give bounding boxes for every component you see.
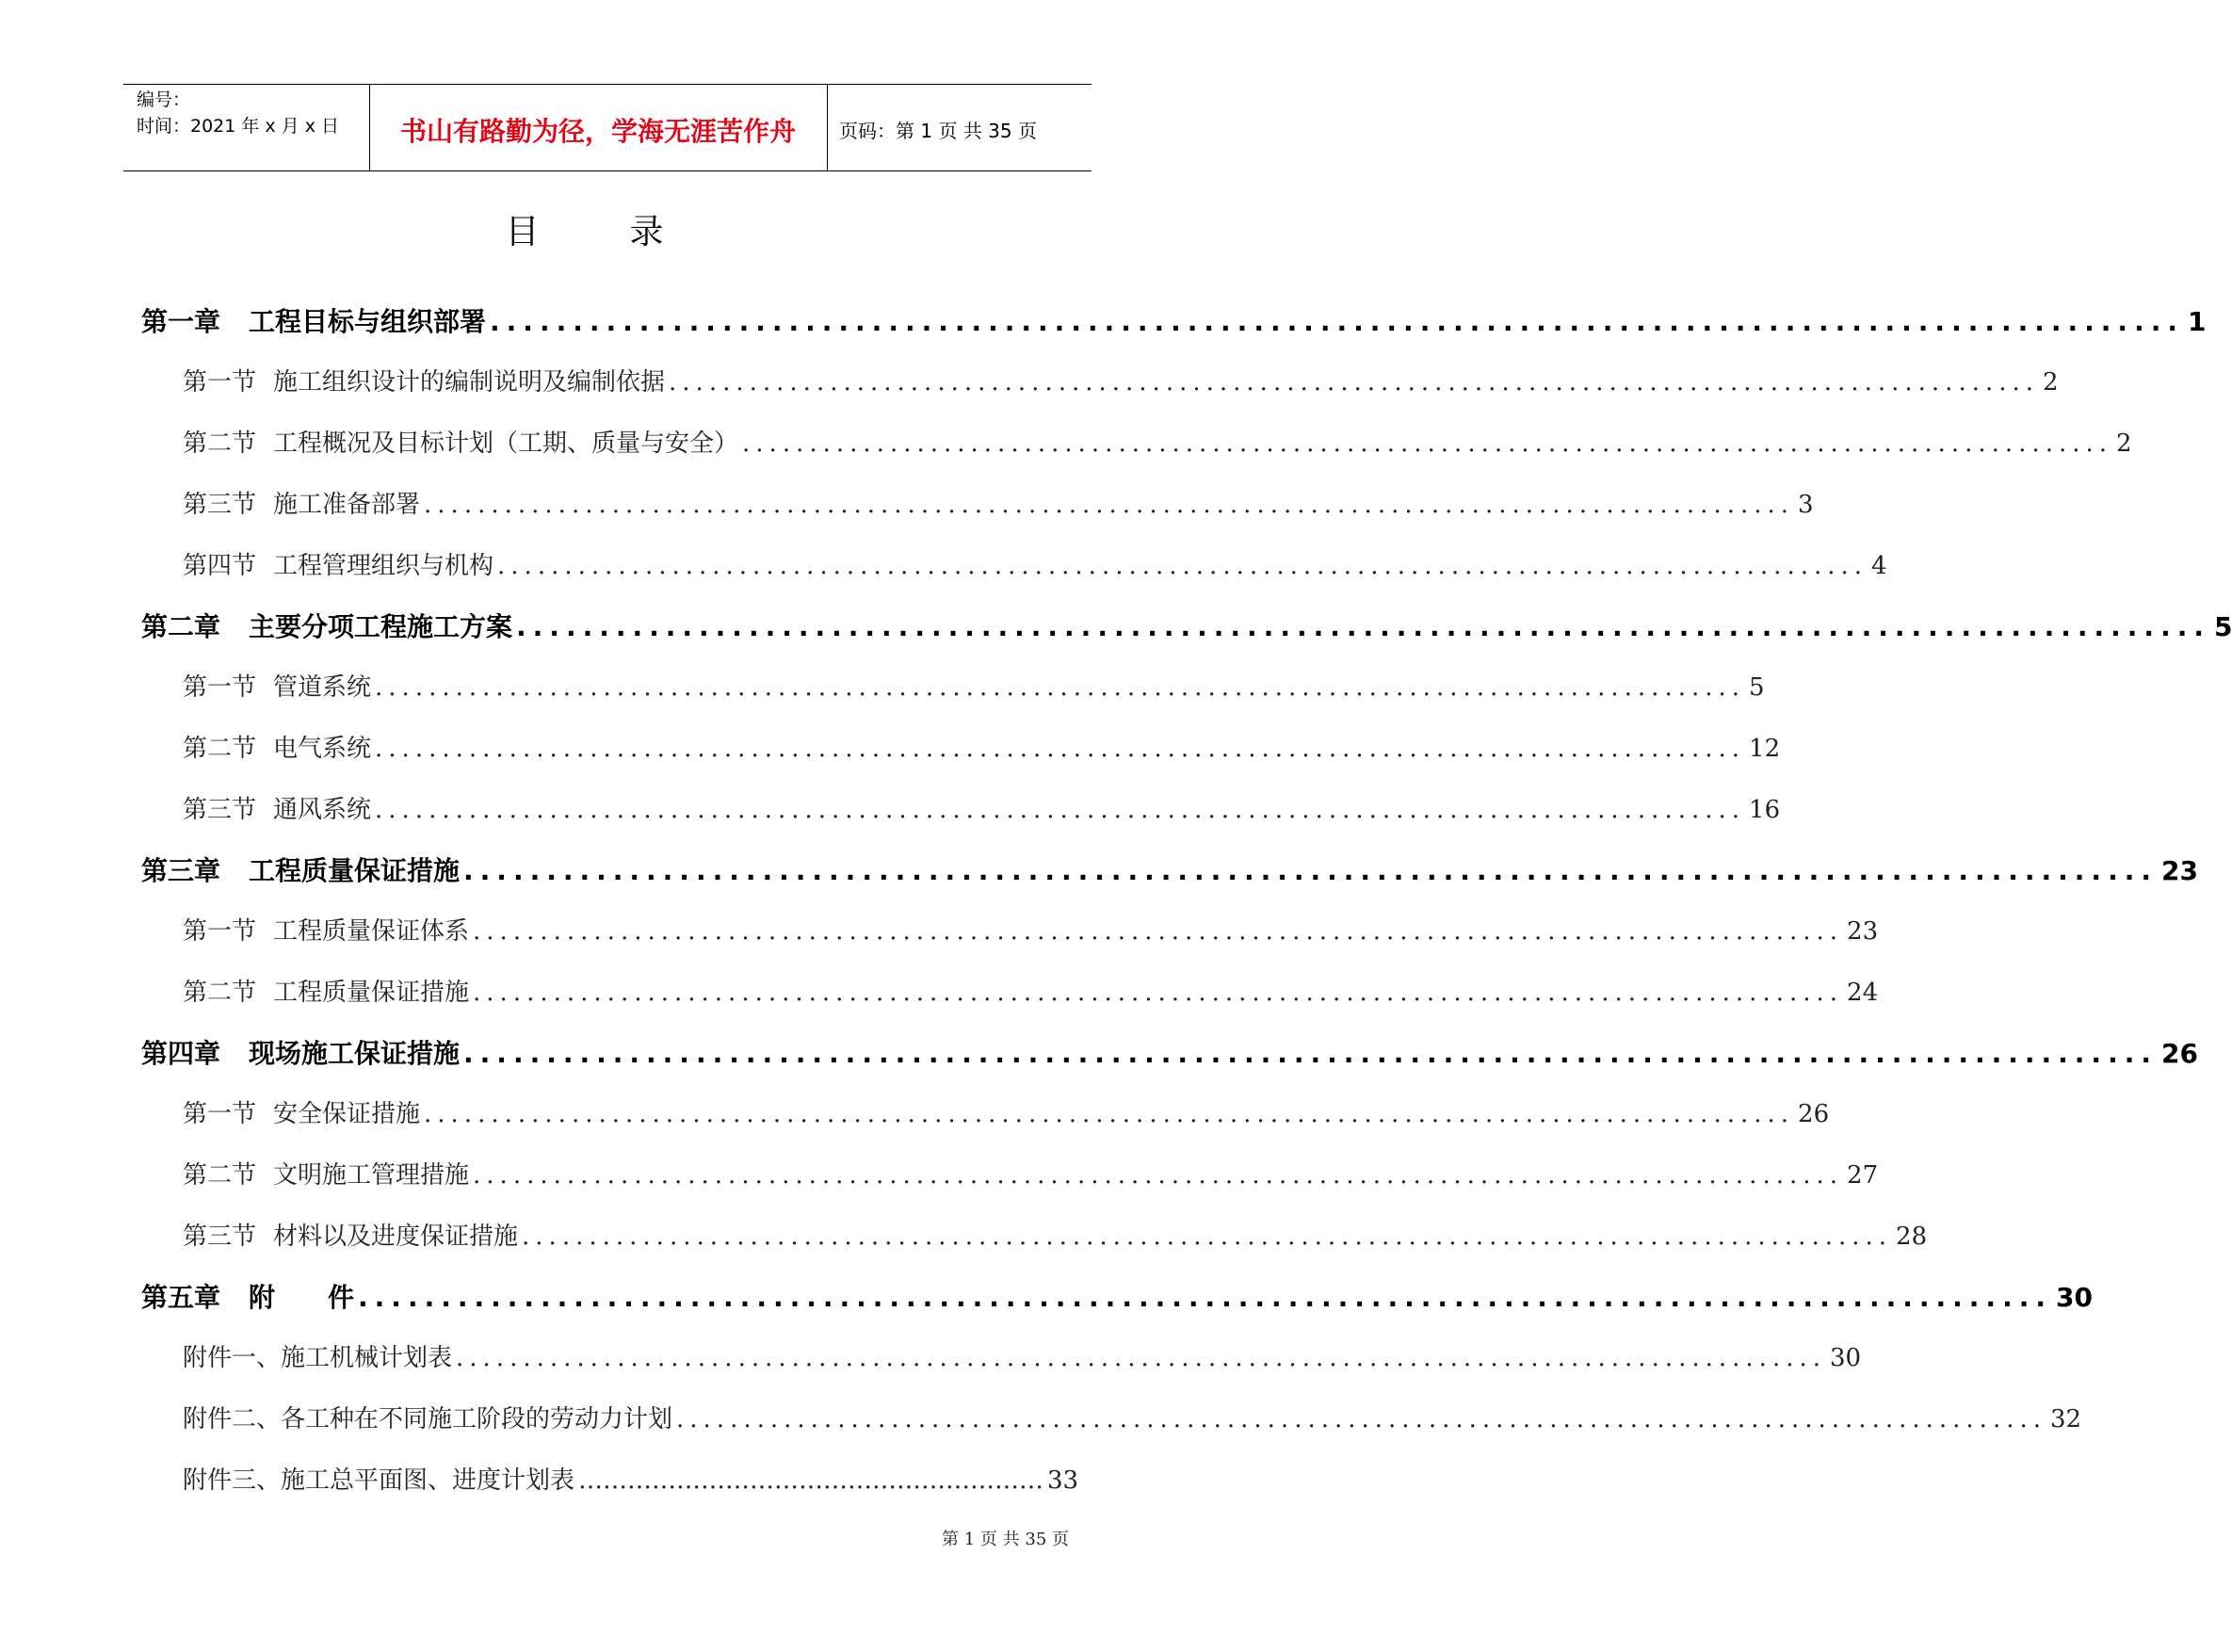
toc-entry-number: 第一节: [183, 673, 257, 702]
toc-entry-number: 第四章: [141, 1038, 221, 1069]
toc-entry-page: 16: [1749, 796, 1781, 824]
toc-appendix-entry[interactable]: [183, 1400, 2082, 1437]
toc-appendix-entry[interactable]: [183, 1461, 1079, 1498]
toc-entry-page: 5: [1749, 673, 1765, 702]
toc-entry-page: 23: [2160, 855, 2198, 886]
toc-entry-number: 第二节: [183, 1161, 257, 1190]
toc-entry-title: 文明施工管理措施: [273, 1161, 470, 1190]
toc-dot-leader: ......................................................................................................: [375, 735, 1746, 763]
toc-entry-title: 附件三、施工总平面图、进度计划表: [183, 1466, 575, 1495]
toc-appendix-entry[interactable]: [183, 1338, 1862, 1376]
toc-dot-leader: ......................................................................................................: [375, 796, 1746, 824]
toc-dot-leader: ......................................................................................................: [463, 1038, 2158, 1069]
toc-entry-title: 主要分项工程施工方案: [249, 611, 513, 642]
toc-entry-page: 3: [1798, 491, 1814, 519]
toc-title: 目录: [505, 213, 754, 251]
toc-entry-title: 工程质量保证体系: [273, 917, 470, 946]
toc-entry-page: 32: [2050, 1405, 2082, 1433]
toc-dot-leader: ......................................................................................................: [463, 855, 2158, 886]
toc-entry-page: 28: [1896, 1223, 1928, 1251]
toc-entry-number: 第二节: [183, 429, 257, 458]
toc-entry-page: 27: [1847, 1161, 1879, 1190]
toc-section-entry[interactable]: [183, 485, 1814, 523]
toc-entry-title: 通风系统: [273, 796, 372, 824]
toc-dot-leader: ......................................................................................................: [522, 1223, 1893, 1251]
toc-entry-page: 5: [2213, 611, 2232, 642]
toc-dot-leader: ......................................................................................................: [516, 611, 2210, 642]
toc-dot-leader: ......................................................................................................: [358, 1282, 2052, 1313]
toc-entry-title: 施工组织设计的编制说明及编制依据: [273, 368, 666, 397]
toc-dot-leader: ......................................................................................................: [669, 368, 2040, 397]
toc-entry-page: 2: [2116, 429, 2132, 458]
toc-entry-title: 电气系统: [273, 735, 372, 763]
toc-chapter-entry[interactable]: [141, 301, 2207, 339]
toc-section-entry[interactable]: [183, 424, 2132, 462]
toc-entry-page: 24: [1847, 979, 1879, 1007]
toc-chapter-entry[interactable]: [141, 607, 2232, 644]
toc-entry-title: 工程概况及目标计划（工期、质量与安全）: [273, 429, 739, 458]
toc-dot-leader: ......................................................................................................: [473, 917, 1844, 946]
toc-entry-number: 第一节: [183, 1100, 257, 1128]
toc-section-entry[interactable]: [183, 668, 1765, 705]
toc-entry-number: 第五章: [141, 1282, 221, 1313]
toc-entry-page: 26: [2160, 1038, 2198, 1069]
toc-dot-leader: …………………………………………………: [578, 1466, 1044, 1495]
toc-chapter-entry[interactable]: [141, 1033, 2198, 1071]
toc-entry-title: 工程管理组织与机构: [273, 552, 494, 580]
toc-entry-title: 附 件: [249, 1282, 355, 1313]
toc-entry-number: 第三节: [183, 796, 257, 824]
toc-section-entry[interactable]: [183, 363, 2059, 400]
toc-dot-leader: ......................................................................................................: [424, 1100, 1795, 1128]
document-number-label: 编号：: [137, 89, 191, 110]
toc-section-entry[interactable]: [183, 729, 1781, 767]
toc-entry-page: 30: [1830, 1344, 1862, 1372]
toc-dot-leader: ......................................................................................................: [375, 673, 1746, 702]
toc-chapter-entry[interactable]: [141, 1277, 2093, 1315]
toc-entry-title: 工程目标与组织部署: [249, 306, 487, 337]
toc-section-entry[interactable]: [183, 973, 1879, 1011]
document-time-label: 时间：2021 年 x 月 x 日: [137, 116, 340, 137]
toc-entry-title: 工程质量保证措施: [273, 979, 470, 1007]
toc-entry-number: 第四节: [183, 552, 257, 580]
header-page-info: 页码：第 1 页 共 35 页: [839, 120, 1037, 142]
toc-entry-page: 30: [2055, 1282, 2093, 1313]
toc-dot-leader: ......................................................................................................: [473, 1161, 1844, 1190]
toc-entry-number: 第一节: [183, 368, 257, 397]
toc-section-entry[interactable]: [183, 1217, 1928, 1255]
toc-dot-leader: ......................................................................................................: [456, 1344, 1827, 1372]
toc-section-entry[interactable]: [183, 912, 1879, 949]
toc-entry-page: 4: [1871, 552, 1887, 580]
toc-dot-leader: ......................................................................................................: [490, 306, 2184, 337]
toc-section-entry[interactable]: [183, 790, 1781, 828]
toc-entry-title: 材料以及进度保证措施: [273, 1223, 519, 1251]
toc-entry-title: 工程质量保证措施: [249, 855, 461, 886]
toc-entry-title: 施工准备部署: [273, 491, 421, 519]
header-motto: 书山有路勤为径，学海无涯苦作舟: [399, 116, 796, 147]
toc-entry-page: 33: [1047, 1466, 1079, 1495]
toc-entry-title: 附件一、施工机械计划表: [183, 1344, 453, 1372]
toc-entry-number: 第三节: [183, 1223, 257, 1251]
toc-entry-page: 23: [1847, 917, 1879, 946]
toc-entry-title: 附件二、各工种在不同施工阶段的劳动力计划: [183, 1405, 673, 1433]
toc-dot-leader: ......................................................................................................: [497, 552, 1868, 580]
toc-entry-number: 第二节: [183, 735, 257, 763]
toc-dot-leader: ......................................................................................................: [424, 491, 1795, 519]
toc-entry-number: 第三节: [183, 491, 257, 519]
toc-entry-number: 第三章: [141, 855, 221, 886]
toc-section-entry[interactable]: [183, 546, 1887, 584]
toc-section-entry[interactable]: [183, 1156, 1879, 1193]
toc-entry-number: 第二节: [183, 979, 257, 1007]
toc-chapter-entry[interactable]: [141, 850, 2198, 888]
toc-entry-title: 安全保证措施: [273, 1100, 421, 1128]
page-footer: 第 1 页 共 35 页: [942, 1530, 1069, 1549]
toc-dot-leader: ......................................................................................................: [473, 979, 1844, 1007]
toc-entry-page: 12: [1749, 735, 1781, 763]
toc-section-entry[interactable]: [183, 1094, 1830, 1132]
toc-dot-leader: ......................................................................................................: [742, 429, 2113, 458]
toc-entry-title: 管道系统: [273, 673, 372, 702]
toc-entry-page: 1: [2187, 306, 2207, 337]
toc-entry-number: 第一章: [141, 306, 221, 337]
toc-entry-number: 第二章: [141, 611, 221, 642]
toc-dot-leader: ......................................................................................................: [676, 1405, 2047, 1433]
toc-entry-page: 2: [2043, 368, 2059, 397]
toc-entry-page: 26: [1798, 1100, 1830, 1128]
toc-entry-number: 第一节: [183, 917, 257, 946]
toc-entry-title: 现场施工保证措施: [249, 1038, 461, 1069]
